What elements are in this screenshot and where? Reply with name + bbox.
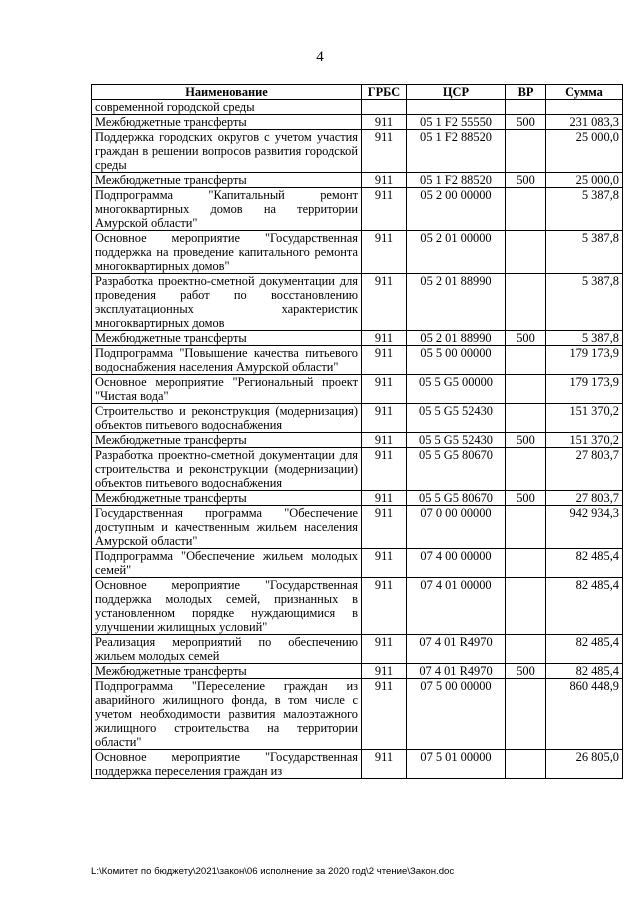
cell-sum: 151 370,2 [546,404,623,433]
cell-vr [506,100,546,115]
cell-name: Межбюджетные трансферты [92,433,362,448]
cell-csr: 07 0 00 00000 [407,506,506,549]
cell-name: Межбюджетные трансферты [92,491,362,506]
cell-csr: 05 5 G5 80670 [407,448,506,491]
table-row [92,331,623,346]
cell-sum: 179 173,9 [546,375,623,404]
header-csr: ЦСР [407,85,506,100]
cell-vr: 500 [506,115,546,130]
cell-vr: 500 [506,664,546,679]
cell-csr: 05 2 01 88990 [407,331,506,346]
table-row [92,578,623,635]
header-grbs: ГРБС [362,85,407,100]
table-row [92,491,623,506]
cell-name: Межбюджетные трансферты [92,173,362,188]
cell-name: Подпрограмма "Капитальный ремонт многоквартирных домов на территории Амурской области" [92,188,362,231]
cell-grbs: 911 [362,173,407,188]
cell-grbs: 911 [362,115,407,130]
cell-name: Реализация мероприятий по обеспечению жильем молодых семей [92,635,362,664]
cell-sum: 82 485,4 [546,578,623,635]
cell-sum: 942 934,3 [546,506,623,549]
cell-csr: 05 1 F2 55550 [407,115,506,130]
cell-csr: 07 5 00 00000 [407,679,506,750]
cell-name: Государственная программа "Обеспечение доступным и качественным жильем населения Амурской области" [92,506,362,549]
cell-name: Межбюджетные трансферты [92,664,362,679]
cell-name: Основное мероприятие "Государственная поддержка на проведение капитального ремонта многоквартирных домов" [92,231,362,274]
cell-name: Подпрограмма "Обеспечение жильем молодых семей" [92,549,362,578]
cell-sum: 25 000,0 [546,173,623,188]
cell-csr: 05 2 01 00000 [407,231,506,274]
table-row [92,274,623,331]
cell-vr [506,346,546,375]
cell-name: Основное мероприятие "Государственная поддержка переселения граждан из [92,750,362,779]
cell-grbs: 911 [362,750,407,779]
cell-csr [407,100,506,115]
cell-grbs: 911 [362,433,407,448]
cell-vr [506,578,546,635]
cell-sum: 27 803,7 [546,491,623,506]
cell-csr: 07 4 01 R4970 [407,635,506,664]
footer-file-path: L:\Комитет по бюджету\2021\закон\06 исполнение за 2020 год\2 чтение\Закон.doc [91,866,455,877]
table-row [92,404,623,433]
table-row [92,100,623,115]
cell-name: Разработка проектно-сметной документации для проведения работ по восстановлению эксплуатационных характеристик многоквартирных домов [92,274,362,331]
table-row [92,188,623,231]
table-header-row [92,85,623,100]
cell-sum: 5 387,8 [546,331,623,346]
cell-sum: 5 387,8 [546,231,623,274]
table-body [92,100,623,779]
cell-grbs: 911 [362,506,407,549]
cell-vr [506,635,546,664]
cell-csr: 05 2 00 00000 [407,188,506,231]
cell-grbs: 911 [362,491,407,506]
header-name: Наименование [92,85,362,100]
cell-csr: 05 5 00 00000 [407,346,506,375]
cell-csr: 05 1 F2 88520 [407,130,506,173]
cell-vr [506,274,546,331]
cell-grbs: 911 [362,664,407,679]
cell-name: Подпрограмма "Повышение качества питьевого водоснабжения населения Амурской области" [92,346,362,375]
cell-grbs: 911 [362,130,407,173]
cell-name: Основное мероприятие "Государственная поддержка молодых семей, признанных в установленном порядке нуждающимися в улучшении жилищных условий" [92,578,362,635]
cell-name: Межбюджетные трансферты [92,115,362,130]
page-number: 4 [316,49,324,65]
cell-sum: 5 387,8 [546,188,623,231]
table-row [92,679,623,750]
cell-sum: 82 485,4 [546,664,623,679]
cell-vr [506,231,546,274]
cell-sum: 179 173,9 [546,346,623,375]
cell-csr: 05 5 G5 52430 [407,433,506,448]
cell-name: Межбюджетные трансферты [92,331,362,346]
cell-sum: 231 083,3 [546,115,623,130]
cell-csr: 05 5 G5 00000 [407,375,506,404]
cell-name: Поддержка городских округов с учетом участия граждан в решении вопросов развития городской среды [92,130,362,173]
cell-name: Строительство и реконструкция (модернизация) объектов питьевого водоснабжения [92,404,362,433]
cell-grbs: 911 [362,635,407,664]
cell-csr: 05 5 G5 52430 [407,404,506,433]
cell-grbs: 911 [362,331,407,346]
table-row [92,173,623,188]
table-row [92,448,623,491]
cell-vr [506,750,546,779]
cell-name: Подпрограмма "Переселение граждан из аварийного жилищного фонда, в том числе с учетом необходимости развития малоэтажного жилищного строительства на территории области" [92,679,362,750]
cell-vr: 500 [506,331,546,346]
cell-grbs: 911 [362,375,407,404]
cell-sum [546,100,623,115]
cell-name: современной городской среды [92,100,362,115]
header-sum: Сумма [546,85,623,100]
cell-grbs: 911 [362,679,407,750]
table-row [92,433,623,448]
cell-grbs: 911 [362,549,407,578]
cell-vr [506,506,546,549]
cell-vr: 500 [506,433,546,448]
budget-table [91,84,623,779]
table-row [92,664,623,679]
cell-sum: 82 485,4 [546,549,623,578]
cell-sum: 26 805,0 [546,750,623,779]
cell-grbs: 911 [362,274,407,331]
table-row [92,375,623,404]
cell-grbs: 911 [362,448,407,491]
cell-vr [506,188,546,231]
cell-csr: 07 4 00 00000 [407,549,506,578]
table-row [92,130,623,173]
cell-csr: 05 1 F2 88520 [407,173,506,188]
cell-vr [506,448,546,491]
cell-sum: 151 370,2 [546,433,623,448]
cell-name: Основное мероприятие "Региональный проект "Чистая вода" [92,375,362,404]
cell-vr [506,375,546,404]
table-row [92,750,623,779]
cell-csr: 05 2 01 88990 [407,274,506,331]
table-row [92,506,623,549]
cell-sum: 860 448,9 [546,679,623,750]
cell-vr [506,549,546,578]
cell-sum: 5 387,8 [546,274,623,331]
cell-vr: 500 [506,491,546,506]
cell-grbs: 911 [362,578,407,635]
cell-sum: 82 485,4 [546,635,623,664]
table-row [92,231,623,274]
table-row [92,549,623,578]
table-row [92,346,623,375]
cell-vr [506,130,546,173]
cell-sum: 25 000,0 [546,130,623,173]
cell-csr: 05 5 G5 80670 [407,491,506,506]
table-row [92,635,623,664]
cell-csr: 07 4 01 R4970 [407,664,506,679]
table-row [92,115,623,130]
cell-grbs: 911 [362,346,407,375]
cell-vr: 500 [506,173,546,188]
cell-csr: 07 5 01 00000 [407,750,506,779]
cell-grbs: 911 [362,404,407,433]
cell-grbs: 911 [362,188,407,231]
cell-grbs [362,100,407,115]
cell-name: Разработка проектно-сметной документации для строительства и реконструкции (модернизации) объектов питьевого водоснабжения [92,448,362,491]
cell-vr [506,679,546,750]
cell-sum: 27 803,7 [546,448,623,491]
header-vr: ВР [506,85,546,100]
cell-csr: 07 4 01 00000 [407,578,506,635]
cell-vr [506,404,546,433]
cell-grbs: 911 [362,231,407,274]
